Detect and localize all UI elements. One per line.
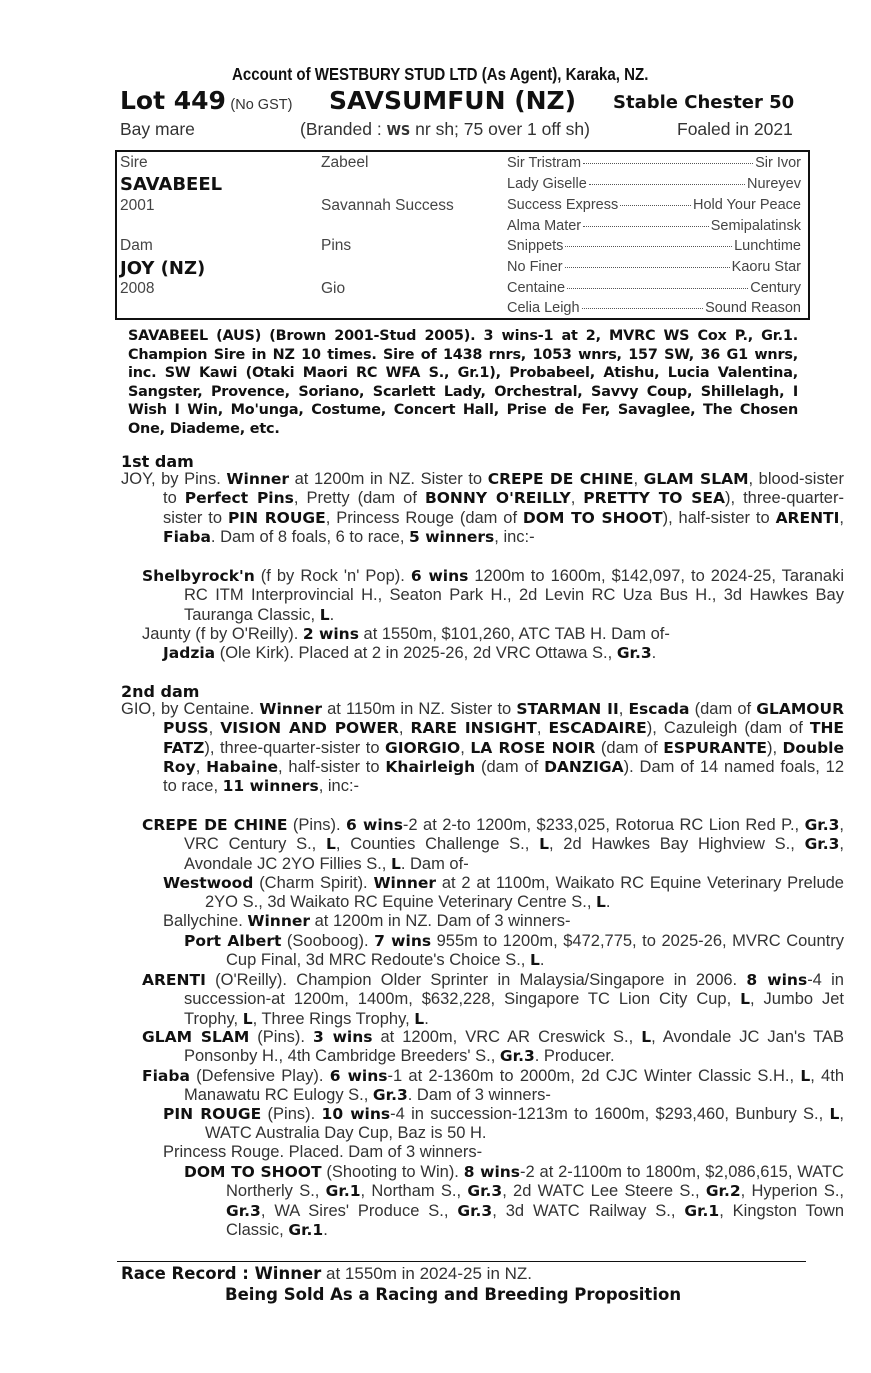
text-run: (dam of: [689, 700, 757, 718]
bold-run: Gr.3: [372, 1086, 408, 1105]
bold-run: GLAM SLAM: [142, 1028, 250, 1046]
text-run: 1200m to 1600m, $142,097, to 2024-25, Taranaki RC ITM Interprovincial H., Seaton Park H., 2d Levin RC Uza Bus H., 3d Hawkes Bay Tauranga Classic,: [184, 567, 844, 624]
text-run: at 1150m in NZ. Sister to: [321, 700, 517, 718]
bold-run: L: [800, 1067, 811, 1085]
bold-run: Gr.3: [499, 1047, 535, 1066]
dam-label: Dam: [120, 237, 153, 254]
bold-run: PIN ROUGE: [227, 508, 326, 527]
text-run: , WA Sires' Produce S.,: [260, 1201, 458, 1220]
text-run: , Jumbo Jet Trophy,: [184, 990, 844, 1028]
g3-left: Success Express: [507, 197, 619, 213]
text-run: , Pretty (dam of: [293, 489, 425, 508]
bold-run: GLAMOUR PUSS: [163, 700, 844, 738]
text-run: ), three-quarter-sister to: [163, 489, 844, 527]
second-dam-heading: 2nd dam: [121, 682, 200, 701]
text-run: .: [323, 1220, 328, 1239]
g3-left: Celia Leigh: [507, 300, 580, 316]
g3-right: Lunchtime: [734, 238, 801, 254]
g3-row: [507, 155, 801, 171]
bold-run: STARMAN II: [516, 700, 619, 718]
g3-right: Century: [750, 280, 801, 296]
progeny-ballychine: [163, 912, 823, 931]
bold-run: PIN ROUGE: [163, 1105, 262, 1123]
g3-right: Hold Your Peace: [692, 197, 801, 213]
text-run: -2 at 2-1100m to 1800m, $2,086,615, WATC Northerly S.,: [226, 1163, 844, 1201]
text-run: at 1200m in NZ. Sister to: [289, 470, 488, 488]
text-run: . Dam of 3 winners-: [407, 1086, 551, 1105]
account-line: Account of WESTBURY STUD LTD (As Agent), Karaka, NZ.: [232, 64, 649, 84]
g3-left: Snippets: [507, 238, 564, 254]
horse-name: SAVSUMFUN (NZ): [329, 86, 577, 115]
text-run: (f by Rock 'n' Pop).: [254, 567, 411, 585]
sire-label: Sire: [120, 154, 148, 171]
bold-run: DOM TO SHOOT: [522, 508, 663, 527]
bold-run: ESPURANTE: [663, 738, 767, 757]
text-run: ,: [839, 508, 844, 527]
bold-run: L: [539, 835, 549, 854]
text-run: , 2d WATC Lee Steere S.,: [502, 1182, 706, 1201]
text-run: ,: [633, 470, 644, 488]
text-run: (Ole Kirk). Placed at 2 in 2025-26, 2d VRC Ottawa S.,: [215, 644, 617, 662]
g3-left: Lady Giselle: [507, 176, 587, 192]
text-run: GIO, by Centaine.: [121, 700, 260, 718]
text-run: .: [424, 1009, 429, 1028]
text-run: , 3d WATC Railway S.,: [492, 1201, 685, 1220]
bold-run: Khairleigh: [385, 757, 476, 776]
text-run: , Kingston Town Classic,: [226, 1201, 845, 1239]
progeny-glam-slam: [142, 1028, 844, 1067]
bold-run: L: [319, 605, 330, 624]
brand-mark-icon: WS: [386, 124, 411, 139]
text-run: , Counties Challenge S.,: [335, 835, 540, 854]
text-run: ,: [208, 719, 221, 738]
text-run: ), half-sister to: [662, 508, 776, 527]
text-run: , WATC Australia Day Cup, Baz is 50 H.: [205, 1105, 844, 1143]
bold-run: BONNY O'REILLY: [424, 489, 571, 508]
bold-run: 10 wins: [321, 1105, 391, 1123]
text-run: (Shooting to Win).: [321, 1163, 464, 1181]
bold-run: RARE INSIGHT: [410, 719, 537, 738]
text-run: (Pins).: [249, 1028, 313, 1046]
bold-run: Winner: [247, 912, 311, 930]
text-run: -4 in succession-1213m to 1600m, $293,460, Bunbury S.,: [390, 1105, 830, 1123]
text-run: , inc:-: [318, 777, 360, 796]
dam-sire: Pins: [321, 237, 352, 254]
pedigree-table: [115, 150, 810, 320]
text-run: -2 at 2-to 1200m, $233,025, Rotorua RC Lion Red P.,: [402, 816, 805, 834]
bold-run: Gr.3: [804, 816, 840, 834]
bold-run: DANZIGA: [544, 757, 624, 776]
bold-run: Gr.3: [616, 644, 652, 662]
g3-left: Alma Mater: [507, 218, 582, 234]
bold-run: Habaine: [206, 757, 278, 776]
bold-run: LA ROSE NOIR: [470, 738, 596, 757]
text-run: , 4th Manawatu RC Eulogy S.,: [184, 1067, 844, 1105]
progeny-pin-rouge: [163, 1105, 844, 1144]
text-run: , Avondale JC Jan's TAB Ponsonby H., 4th Cambridge Breeders' S.,: [184, 1028, 845, 1066]
bold-run: Winner: [259, 700, 322, 718]
g3-left: Centaine: [507, 280, 566, 296]
sex-colour: Bay mare: [120, 119, 195, 139]
bold-run: DOM TO SHOOT: [184, 1163, 322, 1181]
text-run: at 1200m, VRC AR Creswick S.,: [372, 1028, 642, 1046]
bold-run: 2 wins: [302, 625, 359, 643]
bold-run: L: [829, 1105, 840, 1123]
text-run: at 1550m, $101,260, ATC TAB H. Dam of-: [358, 625, 670, 643]
bold-run: Gr.3: [457, 1201, 493, 1220]
second-dam-para: [121, 700, 844, 796]
progeny-jaunty: [142, 625, 823, 644]
sire-sire: Zabeel: [321, 154, 369, 171]
bold-run: L: [596, 893, 606, 912]
sire-dam: Savannah Success: [321, 197, 454, 214]
bold-run: Escada: [628, 700, 690, 718]
bold-run: Westwood: [163, 874, 254, 892]
text-run: ,: [195, 757, 207, 776]
text-run: ). Dam of 14 named foals, 12 to race,: [163, 757, 844, 796]
text-run: (Pins).: [287, 816, 346, 834]
text-run: (Defensive Play).: [189, 1067, 330, 1085]
g3-right: Semipalatinsk: [710, 218, 801, 234]
progeny-dom-to-shoot: [184, 1163, 844, 1240]
dam-name: JOY (NZ): [120, 258, 206, 279]
text-run: ), Cazuleigh (dam of: [646, 719, 810, 738]
text-run: .: [651, 644, 657, 662]
text-run: ,: [618, 700, 629, 718]
footer-divider: [117, 1261, 806, 1262]
sire-name: SAVABEEL: [120, 174, 223, 195]
g3-row: [507, 218, 801, 234]
bold-run: L: [529, 951, 540, 970]
text-run: ,: [570, 489, 584, 508]
text-run: at 2 at 1100m, Waikato RC Equine Veterinary Prelude 2YO S., 3d Waikato RC Equine Veterinary Centre S.,: [205, 874, 844, 912]
bold-run: L: [414, 1009, 425, 1028]
text-run: -1 at 2-1360m to 2000m, 2d CJC Winter Classic S.H.,: [387, 1067, 801, 1085]
text-run: . Dam of 8 foals, 6 to race,: [210, 527, 410, 546]
bold-run: PRETTY TO SEA: [583, 489, 726, 508]
text-run: . Producer.: [534, 1047, 615, 1066]
bold-run: ARENTI: [775, 508, 840, 527]
progeny-westwood: [163, 874, 844, 913]
gst-note: (No GST): [230, 97, 293, 113]
bold-run: Double Roy: [163, 738, 845, 776]
progeny-fiaba: [142, 1067, 844, 1106]
race-record-label: Race Record : Winner: [121, 1264, 322, 1283]
g3-row: [507, 238, 801, 254]
text-run: .: [605, 893, 611, 912]
bold-run: CREPE DE CHINE: [142, 816, 288, 834]
text-run: (dam of: [595, 738, 664, 757]
g3-right: Sound Reason: [705, 300, 801, 316]
text-run: -4 in succession-at 1200m, 1400m, $632,228, Singapore TC Lion City Cup,: [184, 971, 844, 1009]
text-run: , 2d Hawkes Bay Highview S.,: [548, 835, 805, 854]
text-run: .: [329, 605, 335, 624]
bold-run: Fiaba: [142, 1067, 190, 1085]
text-run: , Avondale JC 2YO Fillies S.,: [184, 835, 844, 873]
bold-run: 6 wins: [329, 1067, 388, 1085]
text-run: , inc:-: [494, 527, 535, 546]
first-dam-heading: 1st dam: [121, 452, 194, 471]
bold-run: Gr.1: [684, 1201, 720, 1220]
brand-line: [300, 119, 590, 140]
foaled-year: Foaled in 2021: [677, 119, 793, 139]
bold-run: L: [641, 1028, 652, 1046]
text-run: (dam of: [475, 757, 545, 776]
text-run: ,: [398, 719, 411, 738]
bold-run: Gr.3: [226, 1201, 261, 1220]
text-run: , half-sister to: [278, 757, 386, 776]
text-run: . Dam of-: [400, 854, 469, 873]
progeny-princess-rouge: [163, 1143, 802, 1162]
progeny-port-albert: [184, 932, 844, 971]
text-run: (O'Reilly). Champion Older Sprinter in Malaysia/Singapore in 2006.: [205, 971, 747, 989]
text-run: Princess Rouge. Placed. Dam of 3 winners-: [163, 1143, 483, 1161]
text-run: (Sooboog).: [281, 932, 375, 950]
bold-run: L: [326, 835, 336, 854]
bold-run: Gr.3: [467, 1182, 503, 1201]
bold-run: 7 wins: [374, 932, 432, 950]
g3-right: Kaoru Star: [731, 259, 801, 275]
brand-suffix: nr sh; 75 over 1 off sh): [410, 119, 590, 139]
sire-summary: SAVABEEL (AUS) (Brown 2001-Stud 2005). 3 wins-1 at 2, MVRC WS Cox P., Gr.1. Champion Sire in NZ 10 times. Sire of 1438 rnrs, 1053 wnrs, 157 SW, 36 G1 wnrs, inc. SW Kawi (Otaki Maori RC WFA S., Gr.1), Probabeel, Atishu, Lucia Valentina, Sangster, Provence, Soriano, Scarlett Lady, Orchestral, Savvy Coup, Shillelagh, I Wish I Win, Mo'unga, Costume, Concert Hall, Prise de Fer, Savaglee, The Chosen One, Diademe, etc.: [128, 328, 798, 437]
dam-dam: Gio: [321, 280, 346, 297]
dam-year: 2008: [120, 280, 155, 297]
g3-right: Sir Ivor: [755, 155, 801, 171]
progeny-shelbyrockn: [142, 567, 844, 625]
text-run: , Hyperion S.,: [740, 1182, 844, 1201]
bold-run: Perfect Pins: [184, 489, 294, 508]
text-run: ,: [460, 738, 471, 757]
bold-run: ARENTI: [142, 971, 206, 989]
bold-run: Fiaba: [163, 527, 211, 546]
g3-row: [507, 300, 801, 316]
bold-run: Gr.3: [804, 835, 840, 854]
bold-run: VISION AND POWER: [220, 719, 399, 738]
bold-run: Shelbyrock'n: [142, 567, 255, 585]
g3-left: Sir Tristram: [507, 155, 582, 171]
text-run: , VRC Century S.,: [184, 816, 844, 854]
text-run: ), three-quarter-sister to: [204, 738, 385, 757]
g3-row: [507, 280, 801, 296]
lot-number: Lot 449: [120, 86, 226, 115]
race-record: [121, 1264, 532, 1284]
bold-run: Winner: [226, 470, 290, 488]
bold-run: GIORGIO: [384, 738, 461, 757]
bold-run: ESCADAIRE: [548, 719, 647, 738]
bold-run: Winner: [373, 874, 437, 892]
sire-year: 2001: [120, 197, 155, 214]
being-sold-note: Being Sold As a Racing and Breeding Proposition: [225, 1285, 682, 1304]
bold-run: GLAM SLAM: [643, 470, 749, 488]
text-run: JOY, by Pins.: [121, 470, 227, 488]
bold-run: 5 winners: [409, 527, 495, 546]
progeny-jadzia: [163, 644, 802, 663]
text-run: ,: [536, 719, 549, 738]
text-run: (Pins).: [261, 1105, 322, 1123]
bold-run: L: [740, 990, 751, 1009]
bold-run: 8 wins: [746, 971, 808, 989]
race-record-text: at 1550m in 2024-25 in NZ.: [321, 1264, 533, 1283]
lot-heading: [120, 86, 292, 115]
g3-row: [507, 176, 801, 192]
brand-prefix: (Branded :: [300, 119, 387, 139]
text-run: ),: [766, 738, 783, 757]
text-run: Jaunty (f by O'Reilly).: [142, 625, 303, 643]
text-run: Ballychine.: [163, 912, 248, 930]
bold-run: THE FATZ: [163, 719, 845, 757]
g3-row: [507, 197, 801, 213]
bold-run: Port Albert: [184, 932, 282, 950]
text-run: .: [539, 951, 545, 970]
text-run: , Three Rings Trophy,: [252, 1009, 415, 1028]
text-run: , Northam S.,: [360, 1182, 468, 1201]
bold-run: CREPE DE CHINE: [487, 470, 634, 488]
stable-name: Stable Chester 50: [613, 92, 795, 113]
bold-run: Gr.1: [288, 1220, 324, 1239]
g3-right: Nureyev: [747, 176, 801, 192]
g3-left: No Finer: [507, 259, 563, 275]
bold-run: Gr.2: [705, 1182, 741, 1201]
bold-run: Jadzia: [163, 644, 216, 662]
bold-run: 8 wins: [463, 1163, 521, 1181]
bold-run: L: [390, 854, 401, 873]
g3-row: [507, 259, 801, 275]
progeny-crepe-de-chine: [142, 816, 844, 874]
text-run: 955m to 1200m, $472,775, to 2025-26, MVRC Country Cup Final, 3d MRC Redoute's Choice S.,: [226, 932, 844, 970]
bold-run: L: [242, 1009, 253, 1028]
text-run: at 1200m in NZ. Dam of 3 winners-: [310, 912, 571, 930]
text-run: , Princess Rouge (dam of: [325, 508, 523, 527]
bold-run: Gr.1: [325, 1182, 361, 1201]
bold-run: 6 wins: [410, 567, 469, 585]
text-run: (Charm Spirit).: [253, 874, 374, 892]
bold-run: 3 wins: [312, 1028, 373, 1046]
bold-run: 11 winners: [222, 777, 319, 796]
bold-run: 6 wins: [346, 816, 403, 834]
progeny-arenti: [142, 971, 844, 1029]
text-run: , blood-sister to: [163, 470, 844, 508]
first-dam-para: [121, 470, 844, 547]
